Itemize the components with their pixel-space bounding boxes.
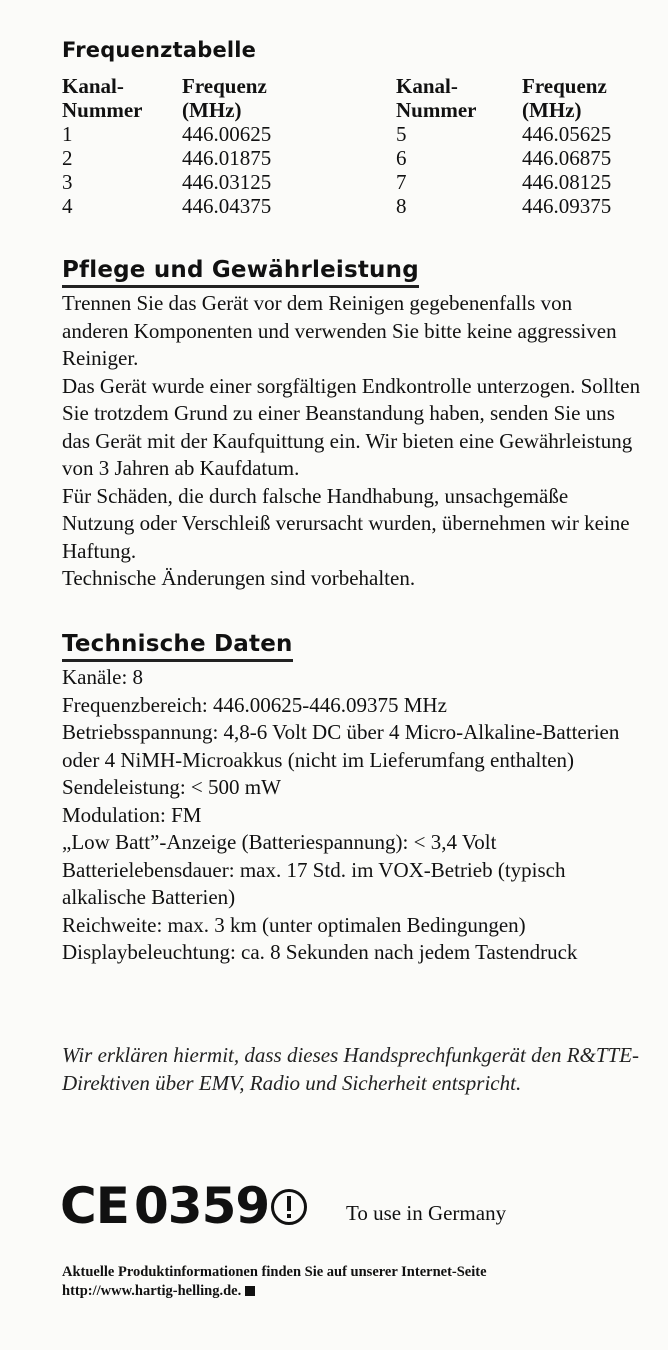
tech-spec-line: Batterielebensdauer: max. 17 Std. im VOX-Betrieb (typisch alkalische Batterien)	[62, 857, 566, 909]
channel-number: 7	[396, 170, 407, 194]
tech-spec-line: Reichweite: max. 3 km (unter optimalen Bedingungen)	[62, 912, 526, 937]
channel-header-line2: Nummer	[62, 98, 143, 122]
tech-spec-line: „Low Batt”-Anzeige (Batteriespannung): < 3,4 Volt	[62, 830, 497, 854]
frequency-header-line2: (MHz)	[182, 98, 242, 122]
frequency-value: 446.00625	[182, 122, 272, 146]
care-warranty-text	[62, 290, 642, 593]
tech-spec-line: Modulation: FM	[62, 802, 202, 827]
care-paragraph: Das Gerät wurde einer sorgfältigen Endkontrolle unterzogen. Sollten Sie trotzdem Grund zu einer Beanstandung haben, senden Sie uns das Gerät mit der Kaufquittung ein. Wir bieten eine Gewährleistung von 3 Jahren ab Kaufdatum.	[62, 373, 641, 480]
tech-data-list	[62, 664, 642, 967]
care-paragraph: Technische Änderungen sind vorbehalten.	[62, 566, 416, 590]
frequency-value: 446.03125	[182, 170, 272, 194]
channel-column-left	[62, 74, 142, 218]
website-link[interactable]: http://www.hartig-helling.de.	[62, 1283, 242, 1299]
end-square-icon	[245, 1286, 255, 1296]
frequency-value: 446.06875	[522, 146, 612, 170]
channel-header-line2: Nummer	[396, 98, 477, 122]
ce-mark-icon: CE	[60, 1177, 129, 1235]
certification-row	[60, 1178, 620, 1238]
frequency-header-line2: (MHz)	[522, 98, 582, 122]
tech-spec-line: Displaybeleuchtung: ca. 8 Sekunden nach jedem Tastendruck	[62, 940, 578, 964]
frequency-header-line1: Frequenz	[522, 74, 607, 98]
channel-header-line1: Kanal-	[396, 74, 458, 98]
tech-spec-line: Frequenzbereich: 446.00625-446.09375 MHz	[62, 692, 447, 717]
footer-note	[62, 1263, 642, 1301]
channel-column-right	[396, 74, 476, 218]
notified-body-number: 0359	[134, 1177, 270, 1235]
footer-line: Aktuelle Produktinformationen finden Sie auf unserer Internet-Seite	[62, 1264, 487, 1280]
channel-number: 2	[62, 146, 73, 170]
country-restriction-note: To use in Germany	[346, 1201, 507, 1225]
channel-number: 3	[62, 170, 73, 194]
tech-spec-line: Kanäle: 8	[62, 665, 144, 689]
frequency-value: 446.05625	[522, 122, 612, 146]
tech-data-heading: Technische Daten	[62, 630, 293, 662]
frequency-value: 446.08125	[522, 170, 612, 194]
channel-number: 4	[62, 194, 73, 218]
channel-number: 6	[396, 146, 407, 170]
frequency-value: 446.04375	[182, 194, 272, 218]
care-warranty-heading: Pflege und Gewährleistung	[62, 256, 419, 288]
frequency-header-line1: Frequenz	[182, 74, 267, 98]
care-paragraph: Für Schäden, die durch falsche Handhabung, unsachgemäße Nutzung oder Verschleiß verursacht wurden, übernehmen wir keine Haftung.	[62, 483, 630, 563]
frequency-column-left	[182, 74, 271, 218]
class2-alert-icon	[270, 1188, 308, 1226]
tech-spec-line: Sendeleistung: < 500 mW	[62, 775, 281, 799]
frequency-value: 446.09375	[522, 194, 612, 218]
tech-spec-line: Betriebsspannung: 4,8-6 Volt DC über 4 Micro-Alkaline-Batterien oder 4 NiMH-Microakkus (nicht im Lieferumfang enthalten)	[62, 720, 620, 772]
frequency-value: 446.01875	[182, 146, 272, 170]
frequency-table	[62, 74, 642, 244]
care-paragraph: Trennen Sie das Gerät vor dem Reinigen gegebenenfalls von anderen Komponenten und verwenden Sie bitte keine aggressiven Reiniger.	[62, 291, 617, 370]
channel-header-line1: Kanal-	[62, 74, 124, 98]
conformity-declaration: Wir erklären hiermit, dass dieses Handsprechfunkgerät den R&TTE-Direktiven über EMV, Radio und Sicherheit entspricht.	[62, 1043, 640, 1095]
channel-number: 5	[396, 122, 407, 146]
channel-number: 1	[62, 122, 73, 146]
channel-number: 8	[396, 194, 407, 218]
frequency-column-right	[522, 74, 611, 218]
frequency-table-title: Frequenztabelle	[62, 38, 257, 62]
